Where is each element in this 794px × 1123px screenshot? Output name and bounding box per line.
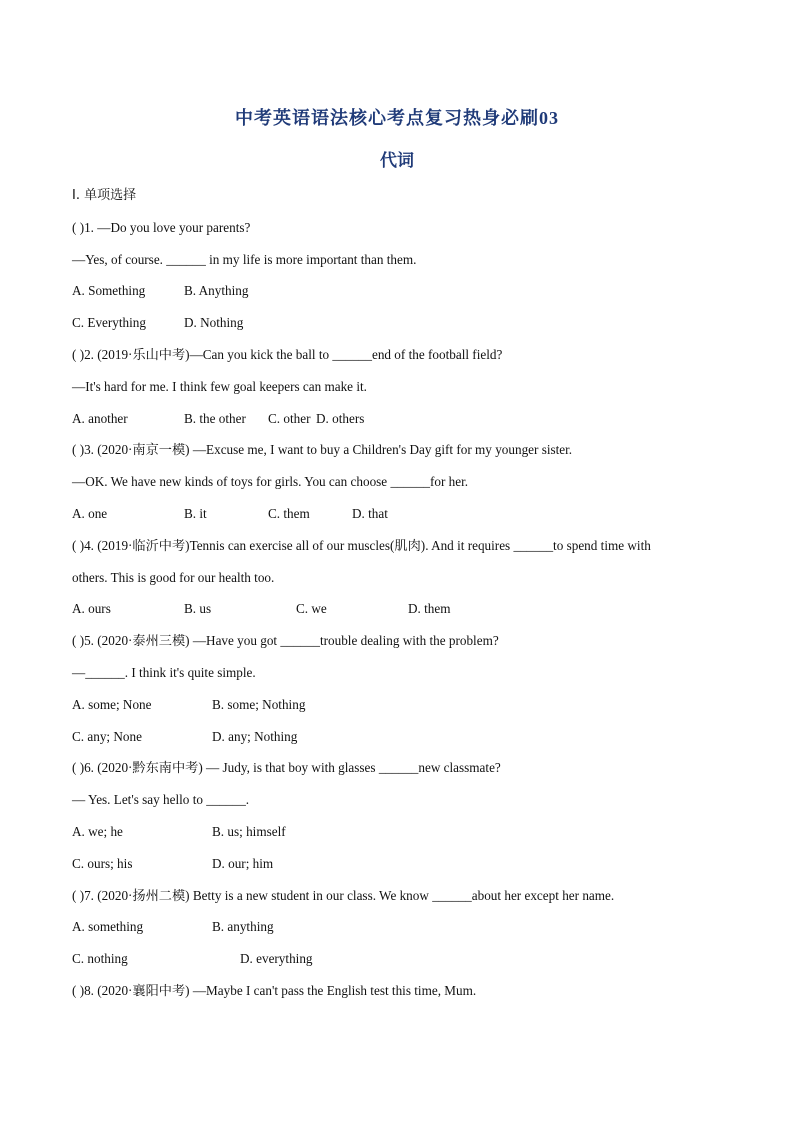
question-1: ( )1. —Do you love your parents?: [72, 219, 251, 235]
option-a: A. another: [72, 410, 128, 426]
question-6: ( )6. (2020·黔东南中考) — Judy, is that boy with glasses ______new classmate?: [72, 760, 501, 776]
question-4-options: [72, 593, 732, 625]
question-7-options-cd: [72, 943, 732, 975]
section-heading: Ⅰ. 单项选择: [72, 188, 137, 203]
question-2-options: [72, 403, 732, 435]
option-a: A. some; None: [72, 696, 152, 712]
option-a: A. we; he: [72, 823, 123, 839]
question-7: ( )7. (2020·扬州二模) Betty is a new student in our class. We know ______about her except her name.: [72, 887, 615, 903]
question-4: ( )4. (2019·临沂中考)Tennis can exercise all of our muscles(肌肉). And it requires ______to spend time with: [72, 537, 651, 553]
option-d: D. any; Nothing: [212, 728, 298, 744]
exercise-content: [72, 180, 732, 1007]
question-5-answer-line: —______. I think it's quite simple.: [72, 664, 256, 680]
option-d: D. our; him: [212, 855, 274, 871]
question-3-answer-line: —OK. We have new kinds of toys for girls. You can choose ______for her.: [72, 474, 469, 490]
option-a: A. Something: [72, 283, 146, 299]
option-d: D. that: [352, 505, 388, 521]
question-6-options-ab: [72, 816, 732, 848]
question-5-options-ab: [72, 689, 732, 721]
option-b: B. it: [184, 505, 207, 521]
option-b: B. anything: [212, 919, 274, 935]
question-8: ( )8. (2020·襄阳中考) —Maybe I can't pass the English test this time, Mum.: [72, 982, 477, 998]
option-d: D. Nothing: [184, 315, 244, 331]
option-d: D. others: [316, 410, 365, 426]
option-c: C. ours; his: [72, 855, 133, 871]
question-1-options-ab: [72, 275, 732, 307]
question-3: ( )3. (2020·南京一模) —Excuse me, I want to buy a Children's Day gift for my younger sister.: [72, 442, 573, 458]
question-2: ( )2. (2019·乐山中考)—Can you kick the ball to ______end of the football field?: [72, 346, 503, 362]
question-6-answer-line: — Yes. Let's say hello to ______.: [72, 792, 250, 808]
question-2-answer-line: —It's hard for me. I think few goal keepers can make it.: [72, 378, 367, 394]
option-c: C. them: [268, 505, 310, 521]
option-c: C. nothing: [72, 951, 128, 967]
document-title: 中考英语语法核心考点复习热身必刷03: [235, 108, 559, 128]
option-b: B. Anything: [184, 283, 249, 299]
question-7-options-ab: [72, 911, 732, 943]
question-4-continued: others. This is good for our health too.: [72, 569, 275, 585]
option-a: A. one: [72, 505, 108, 521]
option-c: C. we: [296, 601, 327, 617]
option-c: C. Everything: [72, 315, 146, 331]
question-5: ( )5. (2020·泰州三模) —Have you got ______trouble dealing with the problem?: [72, 633, 499, 649]
question-6-options-cd: [72, 848, 732, 880]
option-d: D. them: [408, 601, 451, 617]
option-a: A. ours: [72, 601, 111, 617]
question-1-answer-line: —Yes, of course. ______ in my life is more important than them.: [72, 251, 417, 267]
option-b: B. the other: [184, 410, 246, 426]
question-5-options-cd: [72, 721, 732, 753]
document-subtitle: 代词: [380, 151, 414, 170]
option-d: D. everything: [240, 951, 313, 967]
option-c: C. any; None: [72, 728, 142, 744]
option-b: B. us; himself: [212, 823, 286, 839]
option-b: B. some; Nothing: [212, 696, 306, 712]
option-b: B. us: [184, 601, 212, 617]
question-1-options-cd: [72, 307, 732, 339]
option-a: A. something: [72, 919, 144, 935]
question-3-options: [72, 498, 732, 530]
option-c: C. other: [268, 410, 311, 426]
